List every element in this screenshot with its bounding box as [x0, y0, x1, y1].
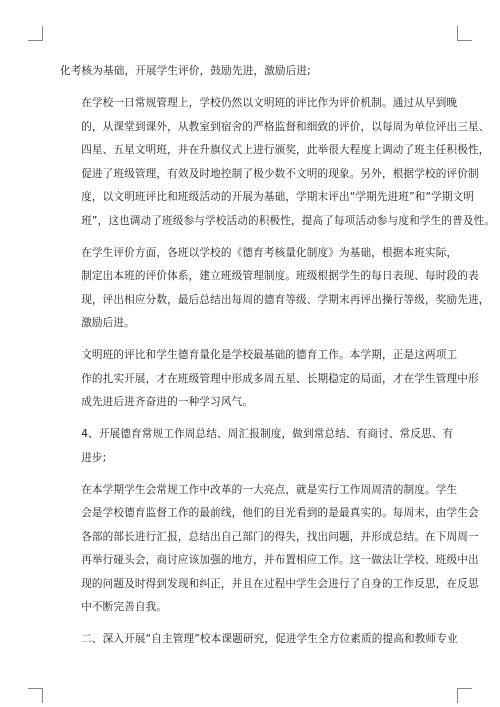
text-line: 4、开展德育常规工作周总结、周汇报制度，做到常总结、有商讨、常反思、有	[81, 428, 454, 440]
text-line: 度，以文明班评比和班级活动的开展为基础，学期末评出“学期先进班”和“学期文明	[81, 191, 475, 203]
paragraph	[60, 479, 479, 620]
text-line: 再举行碰头会，商讨应该加强的地方，并布置相应工作。这一做法让学校、班级中出	[81, 554, 479, 566]
text-line: 会是学校德育监督工作的最前线，他们的目光看到的是最真实的。每周末，由学生会	[81, 507, 479, 519]
text-line: 现的问题及时得到发现和纠正，并且在过程中学生会进行了自身的工作反思，在反思	[81, 577, 479, 590]
paragraph	[60, 628, 458, 652]
text-line: 二、深入开展“自主管理”校本课题研究，促进学生全方位素质的提高和教师专业	[81, 633, 458, 645]
crop-mark-top-right	[457, 26, 472, 41]
text-line: 现，评出相应分数，最后总结出每周的德育等级、学期末再评出操行等级，奖励先进，	[81, 293, 490, 306]
text-line: 的，从课堂到课外，从教室到宿舍的严格监督和细致的评价，以每周为单位评出三星、	[81, 120, 490, 133]
paragraph	[60, 60, 452, 84]
document-body	[60, 60, 496, 660]
text-line: 作的扎实开展，才在班级管理中形成多周五星、长期稳定的局面，才在学生管理中形	[81, 372, 479, 385]
text-line: 班”，这也调动了班级参与学校活动的积极性，提高了每项活动参与度和学生的普及性。	[81, 214, 496, 227]
text-line: 四星、五星文明班，并在升旗仪式上进行颁奖，此举很大程度上调动了班主任积极性，	[81, 144, 490, 156]
text-line: 中不断完善自我。	[81, 601, 168, 613]
crop-mark-bottom-right	[457, 688, 472, 703]
text-line: 制定出本班的评价体系，建立班级管理制度。班级根据学生的每日表现、每时段的表	[81, 270, 479, 282]
text-line: 进步;	[81, 451, 107, 464]
paragraph	[60, 423, 452, 470]
text-line: 在学生评价方面，各班以学校的《德育考核量化制度》为基础，根据本班实际，	[81, 246, 458, 259]
text-line: 文明班的评比和学生德育量化是学校最基础的德育工作。本学期，正是这两项工	[81, 349, 458, 361]
text-line: 在本学期学生会常规工作中改革的一大亮点，就是实行工作周周清的制度。学生	[81, 483, 458, 496]
paragraph	[60, 344, 479, 415]
text-line: 各部的部长进行汇报，总结出自己部门的得失，找出问题，并形成总结。在下周周一	[81, 530, 479, 543]
text-line: 激励后进。	[81, 317, 135, 329]
crop-mark-top-left	[28, 26, 43, 41]
text-line: 成先进后进齐奋进的一种学习风气。	[81, 396, 254, 408]
paragraph	[60, 242, 490, 336]
text-line: 化考核为基础，开展学生评价，鼓励先进，激励后进;	[60, 65, 311, 77]
text-line: 在学校一日常规管理上，学校仍然以文明班的评比作为评价机制。通过从早到晚	[81, 97, 458, 109]
text-line: 促进了班级管理，有效及时地控制了极少数不文明的现象。另外，根据学校的评价制	[81, 167, 479, 180]
crop-mark-bottom-left	[28, 688, 43, 703]
paragraph	[60, 92, 496, 233]
